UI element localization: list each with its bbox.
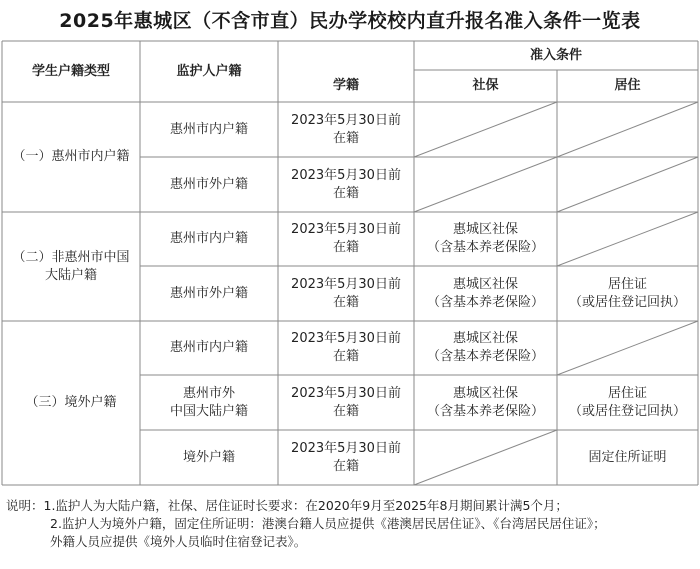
guardian-cell: 惠州市外户籍 xyxy=(169,176,248,192)
school-record-cell: 2023年5月30日前 在籍 xyxy=(291,385,401,419)
header-social-security: 社保 xyxy=(472,78,499,93)
notes-section xyxy=(6,497,696,551)
na-slash xyxy=(414,430,557,485)
social-security-cell: 惠城区社保 （含基本养老保险） xyxy=(426,222,544,255)
note-line-2: 2.监护人为境外户籍，固定住所证明：港澳台籍人员应提供《港澳居民居住证》、《台湾居民居住证》； xyxy=(50,516,606,531)
school-record-cell: 2023年5月30日前 在籍 xyxy=(291,167,401,201)
guardian-cell: 境外户籍 xyxy=(182,449,235,465)
header-residence: 居住 xyxy=(614,78,641,93)
header-conditions: 准入条件 xyxy=(529,47,582,63)
social-security-cell: 惠城区社保 （含基本养老保险） xyxy=(426,331,544,364)
group-label: （一）惠州市内户籍 xyxy=(12,149,130,164)
na-slash xyxy=(557,157,698,212)
group-label: （三）境外户籍 xyxy=(25,395,117,410)
residence-cell: 居住证 （或居住登记回执） xyxy=(568,385,686,419)
na-slash xyxy=(557,212,698,266)
na-slash xyxy=(557,321,698,375)
school-record-cell: 2023年5月30日前 在籍 xyxy=(291,440,401,474)
social-security-cell: 惠城区社保 （含基本养老保险） xyxy=(426,385,544,419)
school-record-cell: 2023年5月30日前 在籍 xyxy=(291,331,401,364)
header-school-record: 学籍 xyxy=(332,78,359,93)
social-security-cell: 惠城区社保 （含基本养老保险） xyxy=(426,276,544,310)
na-slash xyxy=(414,102,557,157)
note-line-1: 说明：1.监护人为大陆户籍，社保、居住证时长要求：在2020年9月至2025年8月期间累计满5个月； xyxy=(6,498,568,513)
header-student-type: 学生户籍类型 xyxy=(31,63,110,79)
na-slash xyxy=(414,157,557,212)
school-record-cell: 2023年5月30日前 在籍 xyxy=(291,276,401,310)
page-title: 2025年惠城区（不含市直）民办学校校内直升报名准入条件一览表 xyxy=(59,10,641,32)
header-guardian: 监护人户籍 xyxy=(176,63,242,79)
guardian-cell: 惠州市内户籍 xyxy=(169,121,248,137)
school-record-cell: 2023年5月30日前 在籍 xyxy=(291,112,401,146)
school-record-cell: 2023年5月30日前 在籍 xyxy=(291,222,401,255)
residence-cell: 居住证 （或居住登记回执） xyxy=(568,276,686,310)
guardian-cell: 惠州市内户籍 xyxy=(169,231,248,246)
guardian-cell: 惠州市内户籍 xyxy=(169,340,248,355)
guardian-cell: 惠州市外户籍 xyxy=(169,285,248,301)
na-slash xyxy=(557,102,698,157)
group-label: （二）非惠州市中国 大陆户籍 xyxy=(12,249,130,283)
note-line-3: 外籍人员应提供《境外人员临时住宿登记表》。 xyxy=(50,534,307,549)
residence-cell: 固定住所证明 xyxy=(588,449,667,465)
guardian-cell: 惠州市外 中国大陆户籍 xyxy=(169,385,248,419)
